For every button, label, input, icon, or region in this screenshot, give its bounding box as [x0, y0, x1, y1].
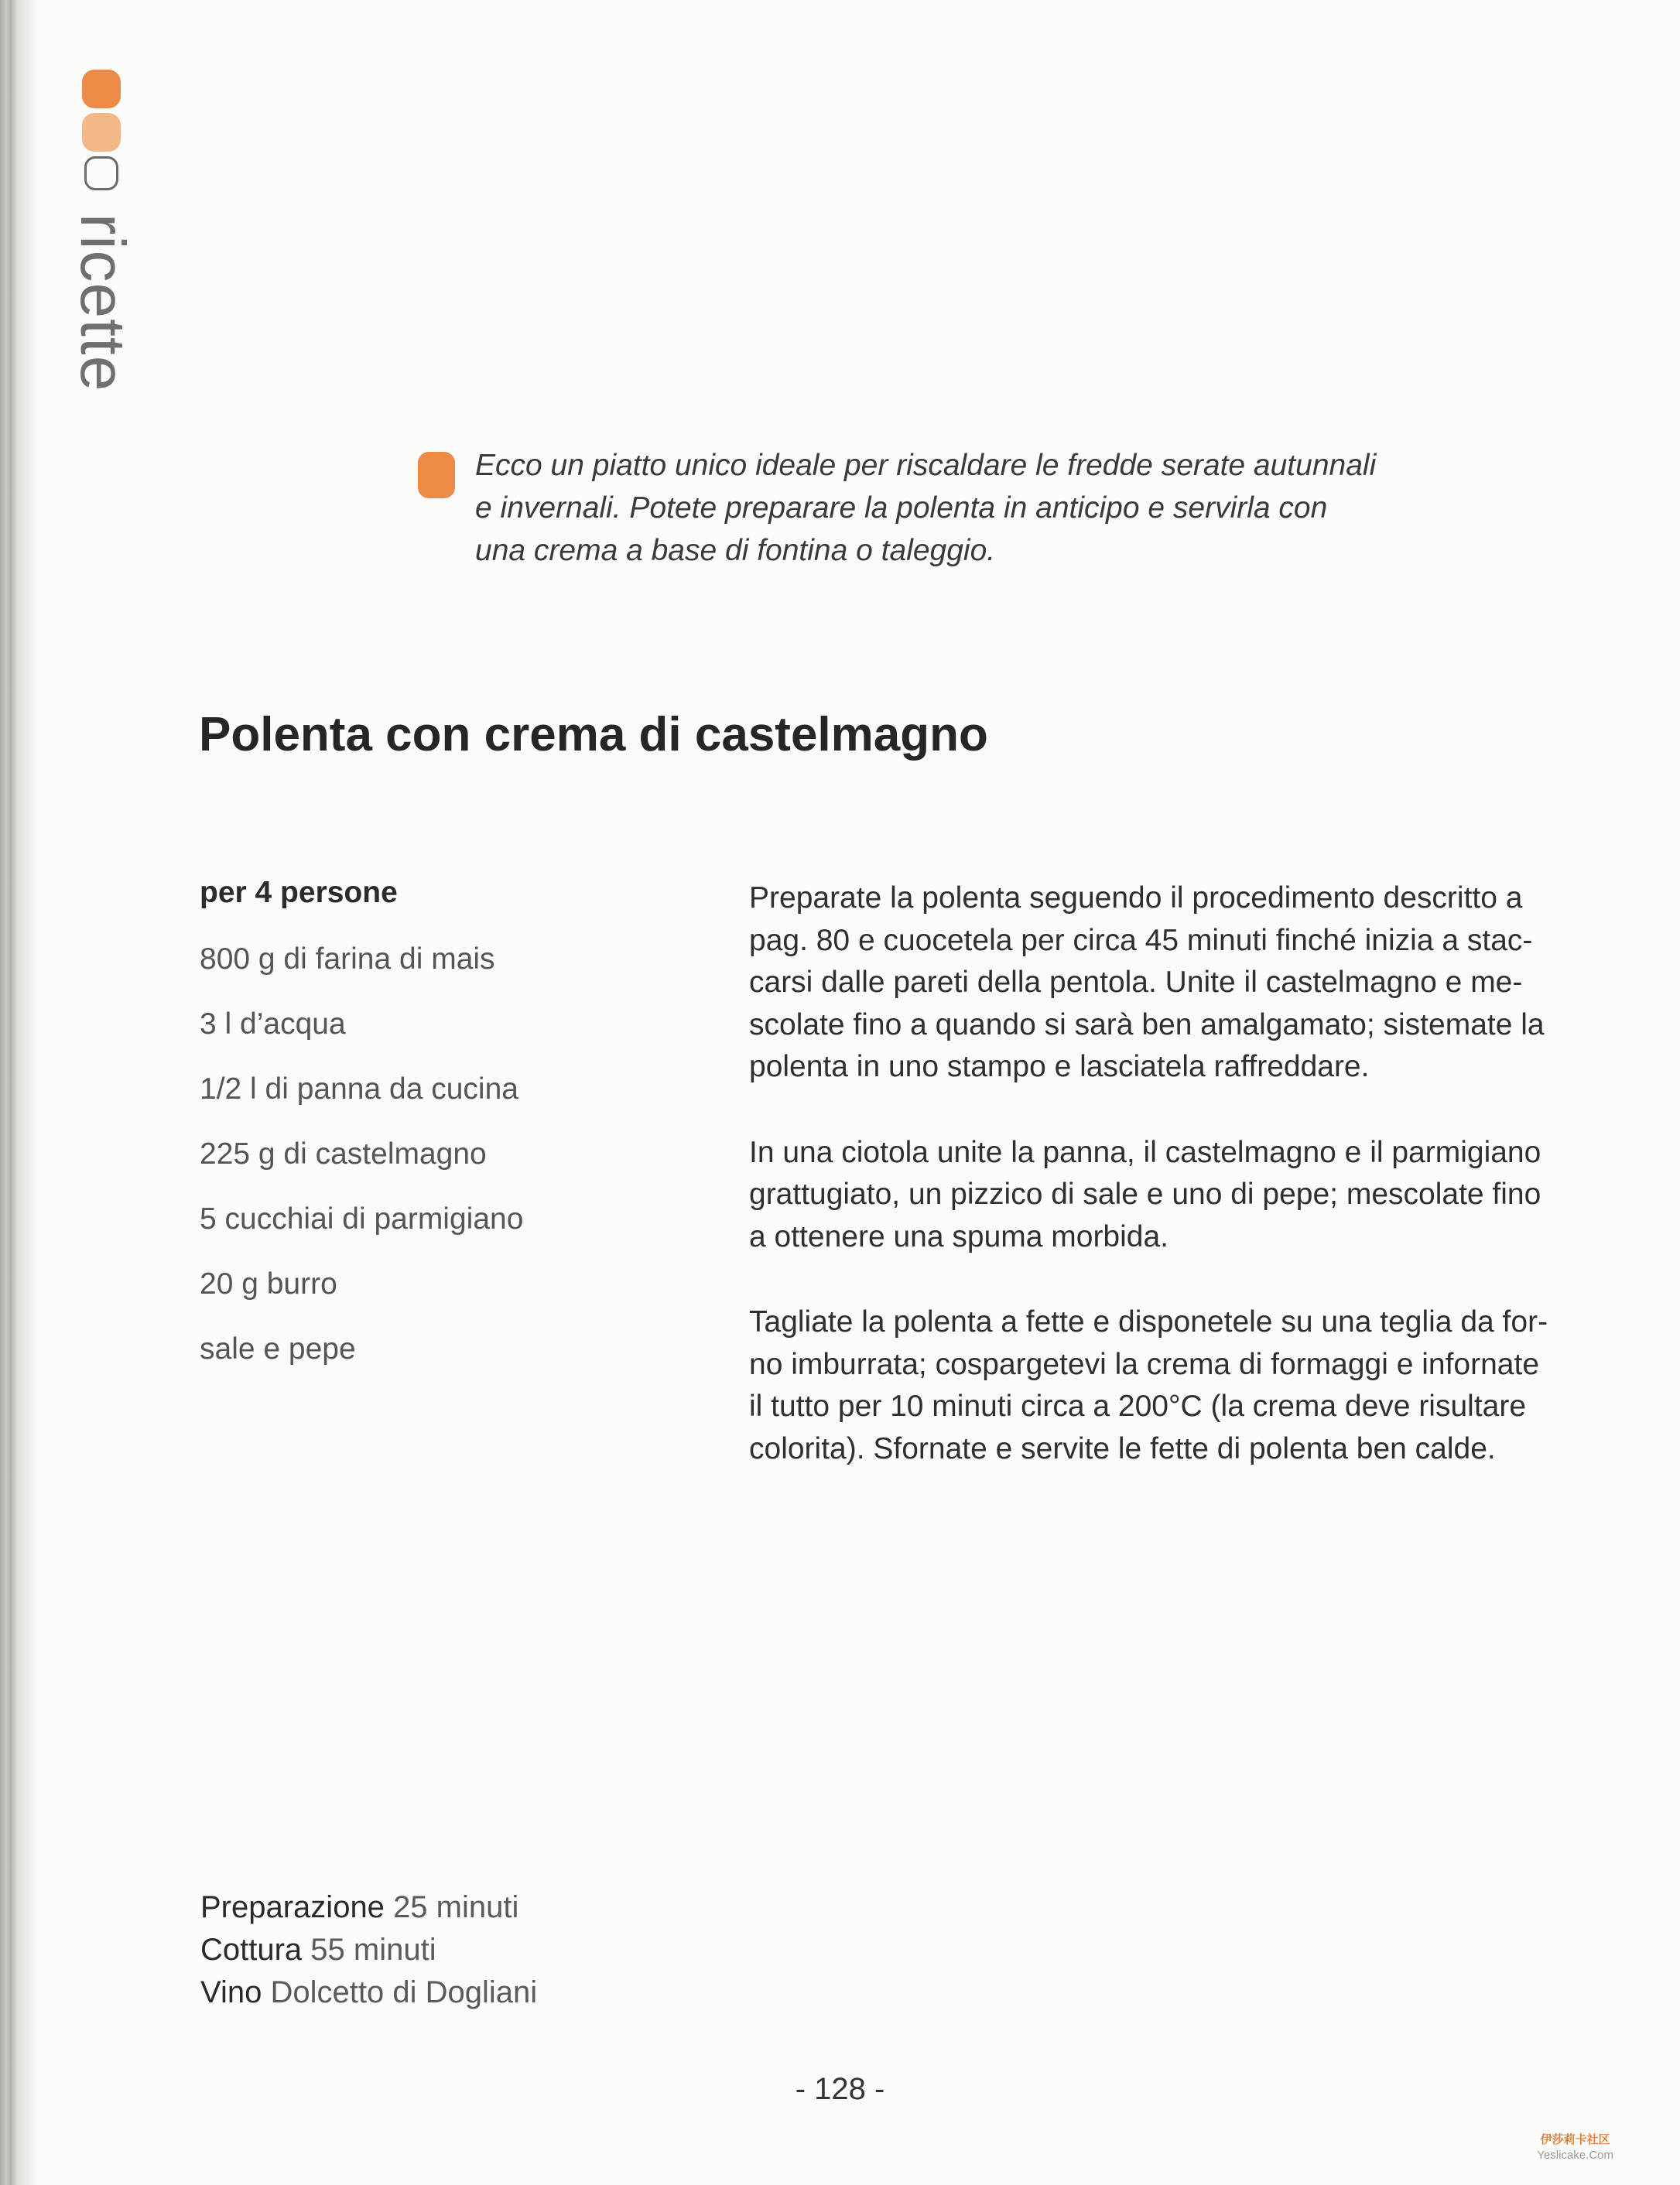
- method-line: pag. 80 e cuocetela per circa 45 minuti finché inizia a stac-: [749, 923, 1533, 957]
- page-binding-edge: [0, 0, 26, 2185]
- tab-marker-outline: [84, 156, 118, 190]
- method-paragraph: [749, 877, 1608, 1089]
- section-label: ricette: [67, 214, 138, 392]
- ingredient-item: sale e pepe: [200, 1332, 356, 1366]
- recipe-method: [749, 877, 1608, 1513]
- ingredient-item: 20 g burro: [200, 1267, 337, 1301]
- method-line: polenta in uno stampo e lasciatela raffreddare.: [749, 1050, 1370, 1083]
- ingredient-item: 800 g di farina di mais: [200, 942, 495, 976]
- recipe-info: [200, 1886, 537, 2014]
- section-tab: [82, 70, 128, 195]
- ingredient-items: [200, 941, 757, 1396]
- info-preparation: [200, 1886, 537, 1929]
- info-value: Dolcetto di Dogliani: [270, 1975, 538, 2009]
- ingredient-item: 3 l d’acqua: [200, 1007, 346, 1041]
- tab-marker-light: [82, 113, 121, 152]
- servings: per 4 persone: [200, 876, 398, 909]
- method-line: grattugiato, un pizzico di sale e uno di pepe; mescolate fino: [749, 1178, 1541, 1211]
- intro-line: e invernali. Potete preparare la polenta in anticipo e servirla con: [475, 491, 1328, 525]
- method-line: il tutto per 10 minuti circa a 200°C (la crema deve risultare: [749, 1390, 1527, 1423]
- method-paragraph: [749, 1132, 1608, 1259]
- ingredient-item: 5 cucchiai di parmigiano: [200, 1202, 524, 1236]
- intro-line: una crema a base di fontina o taleggio.: [475, 534, 996, 567]
- ingredient-item: 225 g di castelmagno: [200, 1137, 487, 1171]
- method-line: Tagliate la polenta a fette e disponetele su una teglia da for-: [749, 1305, 1548, 1339]
- method-line: Preparate la polenta seguendo il procedimento descritto a: [749, 881, 1523, 915]
- tab-marker-filled: [82, 70, 121, 108]
- watermark-site: Yeslicake.Com: [1537, 2149, 1613, 2162]
- info-label: Vino: [200, 1975, 262, 2009]
- watermark-logo: 伊莎莉卡社区: [1540, 2133, 1610, 2146]
- info-value: 25 minuti: [393, 1890, 519, 1924]
- method-line: carsi dalle pareti della pentola. Unite il castelmagno e me-: [749, 966, 1523, 999]
- info-label: Cottura: [200, 1933, 303, 1967]
- method-line: scolate fino a quando si sarà ben amalgamato; sistemate la: [749, 1007, 1545, 1041]
- method-line: colorita). Sfornate e servite le fette di polenta ben calde.: [749, 1431, 1496, 1465]
- page-number: - 128 -: [795, 2072, 885, 2106]
- recipe-title: Polenta con crema di castelmagno: [199, 708, 988, 761]
- intro-bullet-icon: [418, 452, 455, 498]
- info-wine: [200, 1971, 537, 2014]
- intro-line: Ecco un piatto unico ideale per riscaldare le fredde serate autunnali: [475, 449, 1377, 482]
- method-paragraph: [749, 1301, 1608, 1470]
- info-label: Preparazione: [200, 1890, 385, 1924]
- method-line: a ottenere una spuma morbida.: [749, 1219, 1169, 1253]
- ingredient-item: 1/2 l di panna da cucina: [200, 1072, 518, 1106]
- watermark: [1537, 2132, 1613, 2163]
- method-line: no imburrata; cospargetevi la crema di formaggi e infornate: [749, 1347, 1540, 1381]
- info-value: 55 minuti: [310, 1933, 436, 1967]
- ingredients-list: [200, 876, 757, 1396]
- intro-text: [475, 444, 1501, 572]
- method-line: In una ciotola unite la panna, il castelmagno e il parmigiano: [749, 1135, 1541, 1169]
- recipe-intro: [418, 444, 1501, 572]
- info-cooking: [200, 1929, 537, 1971]
